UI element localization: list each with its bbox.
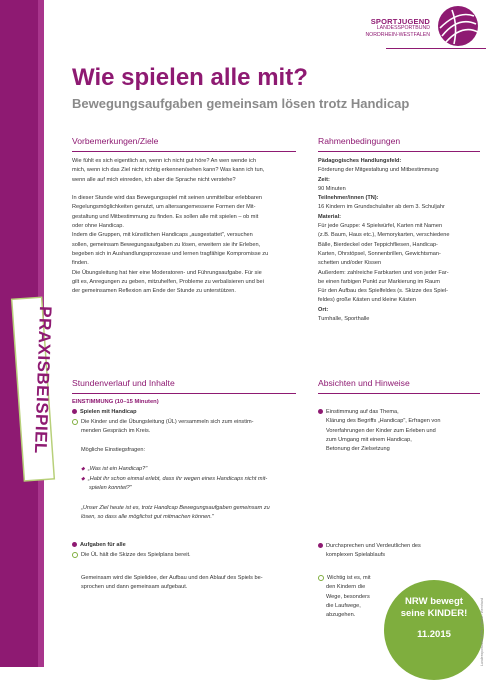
rahmen-value: Für den Aufbau des Spielfeldes (s. Skizze des Spiel- (318, 288, 448, 295)
rahmen-label: Zeit: (318, 176, 330, 183)
rahmen-value: be einen farbigen Punkt zur Markierung im Raum (318, 278, 440, 285)
rahmen-value: 90 Minuten (318, 185, 346, 192)
bullet-dot-icon (72, 542, 77, 547)
ziel-quote: „Unser Ziel heute ist es, trotz Handicap Bewegungsaufgaben gemeinsam zu lösen, so dass alle möglichst gut mitmachen können." (81, 505, 270, 521)
frage-2: ◆ „Habt ihr schon einmal erlebt, dass ihr wegen eines Handicaps nicht mit- spielen konntet?" (81, 476, 268, 492)
vb-p2-l6: sollen, gemeinsam Bewegungsaufgaben zu lösen, erweitern sie ihr Erleben, (72, 241, 261, 248)
bullet-ring-icon (72, 552, 78, 558)
frage-1: ◆ „Was ist ein Handicap?" (81, 466, 148, 472)
spielen-mit-handicap: Spielen mit Handicap (80, 409, 137, 415)
rule-vorbemerkungen (72, 151, 296, 152)
paragraph-gap (72, 185, 300, 194)
rahmen-value: Karten, Ohrstöpsel, Sonnenbrillen, Gewichtsman- (318, 250, 441, 257)
vb-p2-l10: gilt es, Anregungen zu geben, mitzuhelfen, Probleme zu verbalisieren und bei (72, 278, 264, 285)
vb-p1-l3: wenn alle auf mich einreden, ich aber die Sprache nicht verstehe? (72, 176, 236, 183)
rahmen-label: Ort: (318, 306, 329, 313)
aufgaben-row: Aufgaben für alle (72, 541, 126, 550)
rahmen-label: Teilnehmer/innen (TN): (318, 195, 379, 202)
rahmen-value: schetten und/oder Kissen (318, 260, 382, 267)
bullet-dot-icon (318, 409, 323, 414)
absicht-1: Einstimmung auf das Thema, Klärung des Begriffs „Handicap", Erfragen von Vorerfahrungen der Kinder zum Erleben und zum Umgang mit einem Handicap, Betonung der Zielsetzung (318, 408, 484, 454)
spielen-text-l1: Die Kinder und die Übungsleitung (ÜL) versammeln sich zum einstim- (81, 419, 254, 425)
gemeinsam-text: Gemeinsam wird die Spielidee, der Aufbau und den Ablauf des Spiels be- sprochen und dann gemeinsam aufgebaut. (81, 575, 263, 591)
heading-absichten: Absichten und Hinweise (318, 378, 410, 388)
aufgaben-text: Die ÜL hält die Skizze des Spielplans bereit. (72, 551, 191, 560)
vb-p2-l8: finden. (72, 260, 89, 267)
bullet-ring-icon (318, 575, 324, 581)
stamp-label: PRAXISBEISPIEL (30, 305, 55, 455)
rule-stundenverlauf (72, 393, 296, 394)
vorbemerkungen-text (72, 157, 300, 296)
heading-stundenverlauf: Stundenverlauf und Inhalte (72, 378, 175, 388)
einstimmung-heading: EINSTIMMUNG (10–15 Minuten) (72, 399, 159, 405)
page-title: Wie spielen alle mit? (72, 64, 308, 91)
bullet-dot-icon (318, 543, 323, 548)
logo-line-2: LANDESSPORTBUND (376, 25, 430, 31)
heading-rahmenbedingungen: Rahmenbedingungen (318, 136, 401, 146)
sportjugend-logo (318, 6, 478, 46)
vb-p2-l5: Indem die Gruppen, mit künstlichen Handicaps „ausgestattet", versuchen (72, 232, 253, 239)
rahmen-value: Förderung der Mitgestaltung und Mitbestimmung (318, 167, 439, 174)
absicht-3: Wichtig ist es, mit den Kindern die Wege, besonders die Laufwege, abzugehen. (318, 574, 388, 620)
logo-line-1: SPORTJUGEND (370, 17, 430, 26)
rahmen-value: Turnhalle, Sporthalle (318, 316, 370, 323)
spielen-mit-handicap-row (72, 408, 137, 417)
rule-absichten (318, 393, 480, 394)
vb-p2-l4: oder ohne Handicap. (72, 223, 124, 230)
rule-rahmenbedingungen (318, 151, 480, 152)
page-subtitle: Bewegungsaufgaben gemeinsam lösen trotz Handicap (72, 96, 410, 111)
vb-p2-l1: In dieser Stunde wird das Bewegungsspiel mit seinen unmittelbar erlebbaren (72, 195, 262, 202)
vb-p2-l3: gestaltung und Mitbestimmung zu finden. Es sollen alle mit spielen – ob mit (72, 213, 259, 220)
badge-year: 11.2015 (417, 629, 451, 640)
triangle-bullet-icon: ◆ (81, 476, 85, 482)
rahmen-value: (z.B. Baum, Haus etc.), Memorykarten, verschiedene (318, 232, 450, 239)
bullet-dot-icon (72, 409, 77, 414)
rahmen-value: Bälle, Bierdeckel oder Teppichfliesen, Handicap- (318, 241, 438, 248)
badge-line-1: NRW bewegt (405, 596, 463, 607)
badge-line-2: seine KINDER! (400, 608, 468, 619)
logo-rule (386, 48, 486, 49)
praxisbeispiel-stamp (16, 296, 55, 482)
bullet-ring-icon (72, 419, 78, 425)
rahmen-label: Pädagogisches Handlungsfeld: (318, 158, 402, 164)
vb-p2-l9: Die Übungsleitung hat hier eine Moderatoren- und Führungsaufgabe. Für sie (72, 269, 262, 276)
absicht-2: Durchsprechen und Verdeutlichen des komplexen Spielablaufs (318, 542, 484, 561)
vb-p1-l2: mich, wenn ich das Ziel nicht richtig erkennen/sehen kann? Was kann ich tun, (72, 167, 265, 174)
rahmen-value: feldes) große Kästen und kleine Kästen (318, 297, 416, 304)
rahmenbedingungen-list (318, 157, 484, 324)
rahmen-value: Für jede Gruppe: 4 Spielwürfel, Karten mit Namen (318, 223, 443, 230)
vb-p2-l7: begeben sich in Aushandlungsprozesse und lernen tragfähige Kompromisse zu (72, 250, 269, 257)
fragen-intro: Mögliche Einstiegsfragen: (81, 447, 146, 453)
photo-credit: Landessportbund NRW / Fotolia / Wernhard (480, 598, 484, 666)
spielen-text (72, 418, 302, 437)
vb-p1-l1: Wie fühlt es sich eigentlich an, wenn ich nicht gut höre? An wen wende ich (72, 158, 257, 164)
spielen-text-l2: menden Gespräch im Kreis. (81, 428, 151, 435)
rahmen-value: 16 Kindern im Grundschulalter ab dem 3. Schuljahr (318, 204, 445, 211)
logo-line-3: NORDRHEIN-WESTFALEN (365, 32, 430, 38)
rahmen-value: Außerdem: zahlreiche Farbkarten und von jeder Far- (318, 269, 449, 276)
vb-p2-l11: der gemeinsamen Reflexion am Ende der Stunde zu unterstützen. (72, 288, 236, 295)
rahmen-label: Material: (318, 213, 342, 220)
logo-emblem-icon (438, 6, 478, 46)
nrw-bewegt-badge (384, 580, 484, 680)
triangle-bullet-icon: ◆ (81, 466, 85, 472)
vb-p2-l2: Regelungsmöglichkeiten genutzt, um altersangemessene Formen der Mit- (72, 204, 256, 211)
heading-vorbemerkungen: Vorbemerkungen/Ziele (72, 136, 159, 146)
